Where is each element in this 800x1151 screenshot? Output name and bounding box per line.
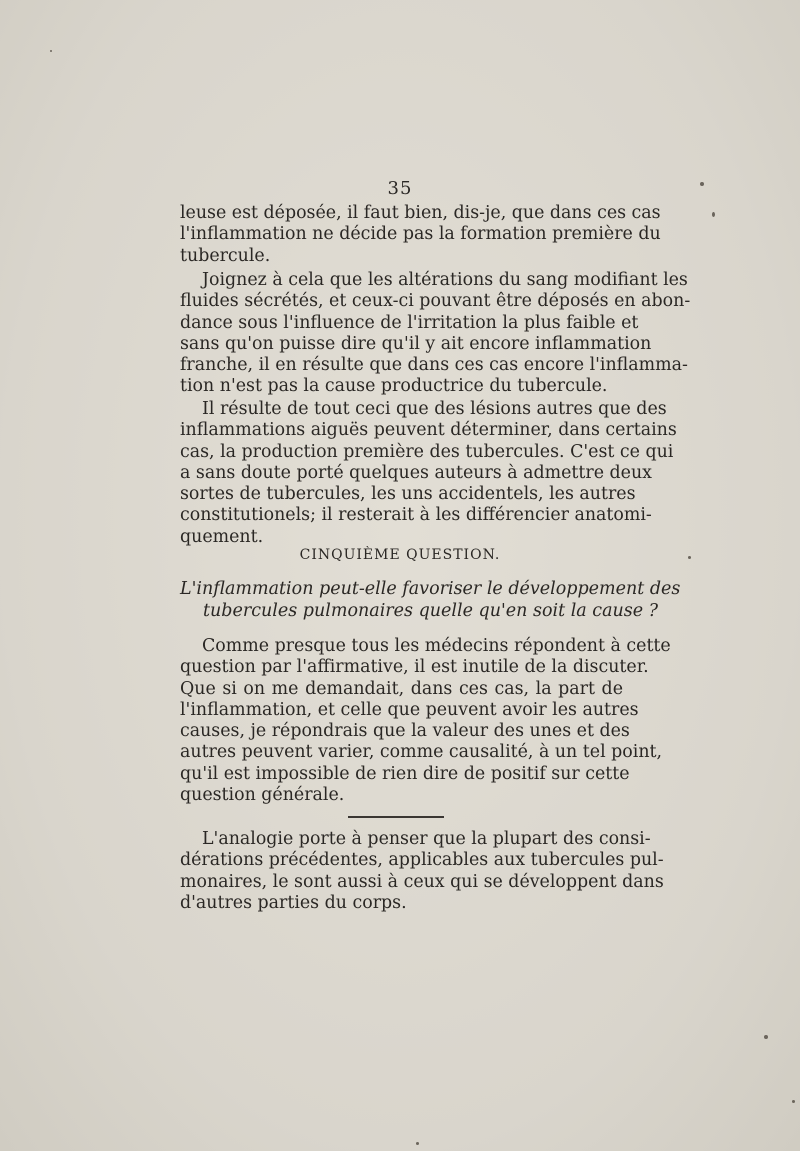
text-line: fluides sécrétés, et ceux-ci pouvant être déposés en abon- (180, 291, 691, 312)
text-line: Comme presque tous les médecins répondent à cette (202, 636, 671, 656)
text-line: tion n'est pas la cause productrice du tubercule. (180, 376, 608, 397)
text-line: constitutionels; il resterait à les différencier anatomi- (180, 505, 652, 526)
text-line: inflammations aiguës peuvent déterminer, dans certains (180, 420, 677, 441)
paper-speck (50, 50, 52, 52)
paper-speck (792, 1100, 795, 1103)
text-line: dance sous l'influence de l'irritation la plus faible et (180, 312, 639, 333)
text-line: leuse est déposée, il faut bien, dis-je, que dans ces cas (180, 203, 661, 223)
section-divider (348, 816, 444, 818)
text-line: Il résulte de tout ceci que des lésions autres que des (202, 399, 667, 419)
text-line: a sans doute porté quelques auteurs à admettre deux (180, 462, 652, 483)
text-line: Que si on me demandait, dans ces cas, la part de (180, 678, 623, 699)
text-line: Joignez à cela que les altérations du sang modifiant les (202, 270, 688, 290)
page-number: 35 (387, 178, 413, 199)
text-line: cas, la production première des tubercules. C'est ce qui (180, 441, 674, 462)
paragraph-5 (180, 829, 664, 914)
paper-speck (688, 556, 691, 559)
question-line-1: L'inflammation peut-elle favoriser le développement des (180, 579, 681, 599)
text-line: question par l'affirmative, il est inutile de la discuter. (180, 657, 649, 678)
text-line: dérations précédentes, applicables aux tubercules pul- (180, 850, 664, 871)
section-heading: CINQUIÈME QUESTION. (299, 547, 501, 563)
paragraph-1 (180, 203, 661, 267)
paragraph-4 (180, 636, 671, 806)
text-line: l'inflammation, et celle que peuvent avoir les autres (180, 699, 639, 720)
paper-speck (700, 182, 704, 186)
text-line: question générale. (180, 785, 345, 806)
text-line: quement. (180, 526, 264, 547)
text-line: causes, je répondrais que la valeur des unes et des (180, 721, 630, 742)
paper-speck (764, 1035, 768, 1039)
paragraph-3 (180, 399, 677, 548)
text-line: franche, il en résulte que dans ces cas encore l'inflamma- (180, 355, 688, 376)
text-line: L'analogie porte à penser que la plupart des consi- (202, 829, 651, 849)
text-line: autres peuvent varier, comme causalité, à un tel point, (180, 742, 663, 763)
paragraph-2 (180, 270, 691, 398)
text-line: sortes de tubercules, les uns accidentels, les autres (180, 484, 636, 505)
question-line-2: tubercules pulmonaires quelle qu'en soit la cause ? (203, 601, 659, 621)
text-line: d'autres parties du corps. (180, 892, 407, 913)
paper-speck (712, 212, 715, 217)
text-line: sans qu'on puisse dire qu'il y ait encore inflammation (180, 333, 652, 354)
text-line: tubercule. (180, 245, 271, 266)
paper-speck (416, 1142, 419, 1145)
text-line: l'inflammation ne décide pas la formation première du (180, 224, 661, 245)
text-line: qu'il est impossible de rien dire de positif sur cette (180, 763, 630, 784)
text-line: monaires, le sont aussi à ceux qui se développent dans (180, 871, 664, 892)
